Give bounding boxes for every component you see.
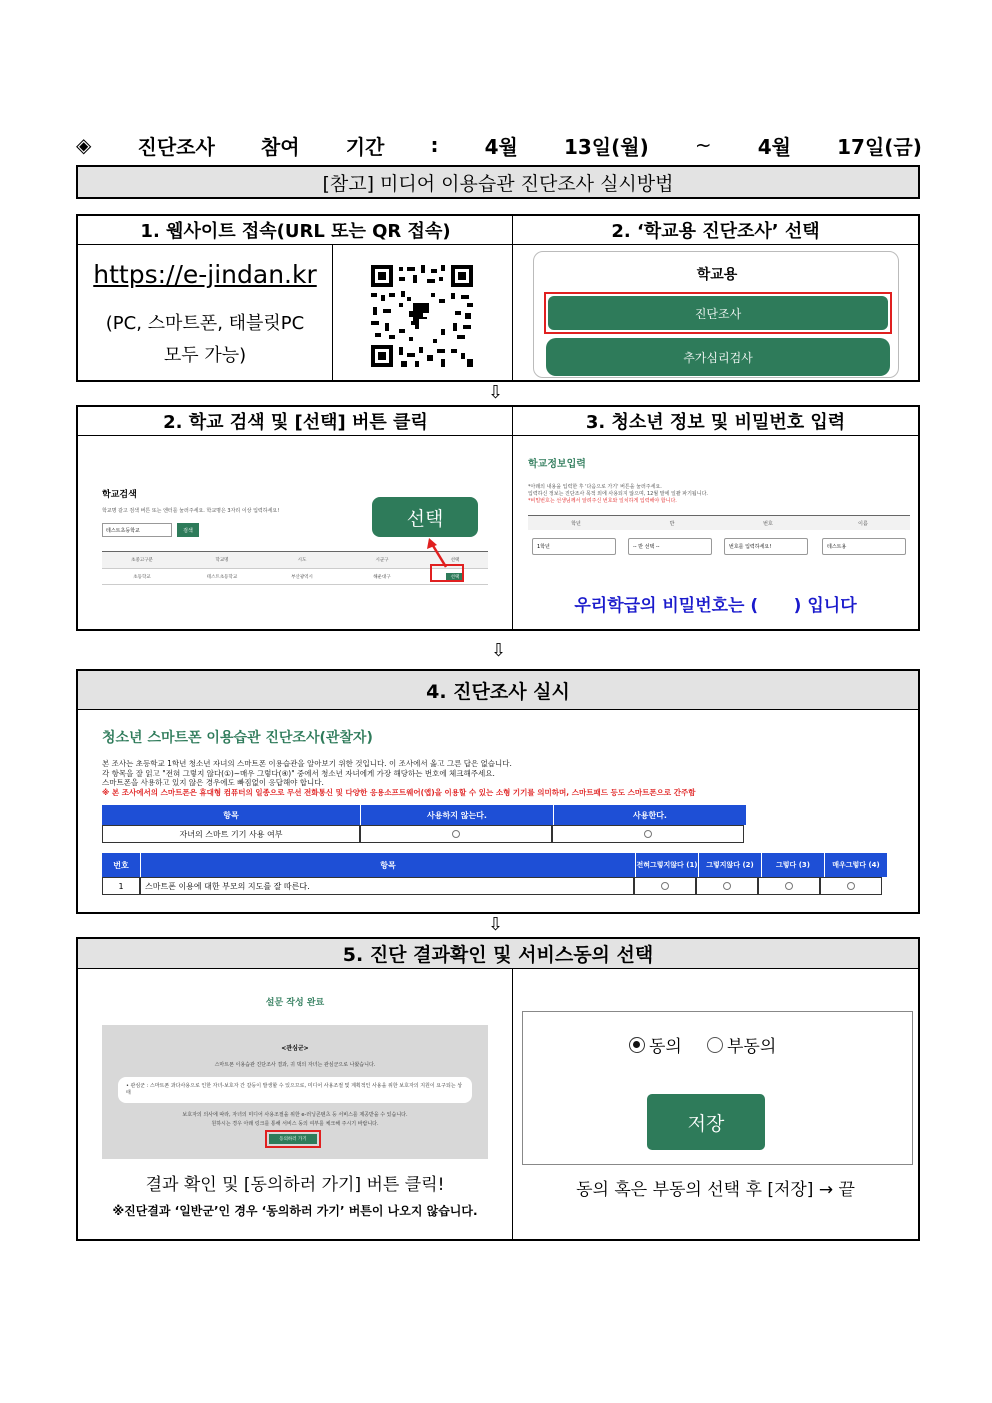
step2a-header: 2. ‘학교용 진단조사’ 선택 <box>513 216 918 245</box>
pointer-arrow-icon <box>422 537 452 569</box>
radio-option-3[interactable] <box>785 882 793 890</box>
section-step5 <box>76 937 920 1241</box>
small-select-button[interactable]: 선택 <box>446 573 465 581</box>
student-info-title: 학교정보입력 <box>528 459 586 470</box>
step4-header: 4. 진단조사 실시 <box>78 671 918 710</box>
table-row: 초등학교 테스트초등학교 부산광역시 해운대구 선택 <box>102 569 488 585</box>
table-row: 자녀의 스마트 기기 사용 여부 <box>102 825 746 843</box>
class-password-note: 우리학급의 비밀번호는 ( ) 입니다 <box>574 596 857 616</box>
period-word: ~ <box>694 133 712 157</box>
student-info-desc: *아래의 내용을 입력한 후 '다음으로 가기' 버튼을 눌러주세요. 입력하신 정보는 진단조사 목적 외에 사용되지 않으며, 12월 말에 일괄 파기됩니다. *비밀번호는 선생님께서 알려주신 번호와 일치하게 입력해야 합니다. <box>528 484 708 504</box>
school-search-desc: 학교명 같고 검색 버튼 또는 엔터를 눌러주세요. 학교명은 3자리 이상 입력하세요! <box>102 508 280 514</box>
period-line <box>76 130 922 160</box>
student-info-table: 학년 반 번호 이름 <box>528 515 910 530</box>
step5-caption-right: 동의 혹은 부동의 선택 후 [저장] → 끝 <box>576 1180 855 1200</box>
diagnosis-survey-button[interactable]: 진단조사 <box>548 296 888 330</box>
survey-title: 청소년 스마트폰 이용습관 진단조사(관찰자) <box>102 730 373 746</box>
table-row: 1 스마트폰 이용에 대한 부모의 지도를 잘 따른다. <box>102 877 888 895</box>
period-word: 기간 <box>345 134 385 159</box>
down-arrow-icon: ⇩ <box>488 382 504 403</box>
step5-caption-left: 결과 확인 및 [동의하러 가기] 버튼 클릭! <box>145 1175 445 1195</box>
radio-not-use[interactable] <box>452 830 460 838</box>
radio-option-1[interactable] <box>661 882 669 890</box>
survey-question-table: 번호 항목 전혀그렇지않다 (1) 그렇지않다 (2) 그렇다 (3) 매우그렇다 (4) 1 스마트폰 이용에 대한 부모의 지도를 잘 따른다. <box>102 853 888 895</box>
survey-description: 본 조사는 초등학교 1학년 청소년 자녀의 스마트폰 이용습관을 알아보기 위한 것입니다. 이 조사에서 옳고 그른 답은 없습니다. 각 항목을 잘 읽고 "전혀 그렇지 않다(①)~매우 그렇다(④)" 중에서 청소년 자녀에게 가장 해당하는 번호에 체크해주세요. 스마트폰을 사용하고 있지 않은 경우에도 빠짐없이 응답해야 합니다. ※ 본 조사에서의 스마트폰은 휴대형 컴퓨터의 일종으로 무선 전화통신 및 다양한 응용소프트웨어(앱)을 이용할 수 있는 소형 기기를 의미하며, 스마트패드 등도 스마트폰으로 간주함 <box>102 759 696 797</box>
step5-header: 5. 진단 결과확인 및 서비스동의 선택 <box>78 939 918 969</box>
radio-selected-icon <box>629 1037 645 1053</box>
select-button-enlarged[interactable]: 선택 <box>372 497 478 537</box>
step1-header: 1. 웹사이트 접속(URL 또는 QR 접속) <box>78 216 513 245</box>
name-input[interactable]: 테스트용 <box>822 538 906 555</box>
url-text[interactable]: https://e-jindan.kr <box>93 260 317 289</box>
school-table: 초중고구분 학교명 시도 시군구 선택 초등학교 테스트초등학교 부산광역시 해운대구 선택 <box>102 551 488 583</box>
period-word: 17일(금) <box>837 134 922 159</box>
school-search-button[interactable]: 검색 <box>177 523 199 537</box>
qr-code-icon[interactable] <box>369 263 475 369</box>
device-use-table: 항목 사용하지 않는다. 사용한다. 자녀의 스마트 기기 사용 여부 <box>102 805 746 843</box>
panel-title: 학교용 <box>696 267 738 283</box>
step3-header: 3. 청소년 정보 및 비밀번호 입력 <box>513 407 918 436</box>
section-step1-2a <box>76 214 920 382</box>
diamond-marker-icon: ◈ <box>76 133 92 157</box>
down-arrow-icon: ⇩ <box>488 914 504 935</box>
section-step4 <box>76 669 920 914</box>
consent-panel <box>522 1011 913 1165</box>
period-word: 4월 <box>484 134 518 159</box>
survey-done-title: 설문 작성 완료 <box>265 998 325 1008</box>
down-arrow-icon: ⇩ <box>491 640 507 661</box>
section-step2b-3 <box>76 405 920 631</box>
school-search-title: 학교검색 <box>102 490 137 500</box>
period-word: 참여 <box>260 134 300 159</box>
result-panel: <관심군> 스마트폰 이용습관 진단조사 결과, 귀 댁의 자녀는 관심군으로 나왔습니다. • 관심군 : 스마트폰 과다사용으로 인한 자녀-보호자 간 갈등이 발생할 수 있으므로, 미디어 사용조절 및 계획적인 사용을 위한 보호자의 지원이 요구되는 상태 보호자의 의사에 따라, 자녀의 미디어 사용조절을 위한 e-러닝콘텐츠 등 서비스를 제공받을 수 있습니다. 원하시는 경우 아래 링크를 통해 서비스 동의 여부를 체크해 주시기 바랍니다. 동의하러 가기 <box>102 1025 488 1159</box>
class-select[interactable]: -- 반 선택 -- <box>628 538 712 555</box>
title-bar: [참고] 미디어 이용습관 진단조사 실시방법 <box>76 165 920 199</box>
grade-select[interactable]: 1학년 <box>532 538 616 555</box>
device-note: (PC, 스마트폰, 태블릿PC 모두 가능) <box>105 313 305 366</box>
go-agree-button[interactable]: 동의하러 가기 <box>269 1134 317 1144</box>
school-search-input[interactable]: 테스트초등학교 <box>102 523 172 537</box>
radio-unselected-icon <box>707 1037 723 1053</box>
extra-psych-test-button[interactable]: 추가심리검사 <box>546 338 890 376</box>
period-word: : <box>430 133 439 157</box>
radio-use[interactable] <box>644 830 652 838</box>
number-input[interactable]: 번호를 입력하세요! <box>724 538 808 555</box>
radio-option-2[interactable] <box>723 882 731 890</box>
school-type-panel <box>533 251 899 378</box>
period-word: 13일(월) <box>563 134 649 159</box>
radio-disagree[interactable]: 부동의 <box>707 1032 776 1057</box>
radio-agree[interactable]: 동의 <box>629 1032 682 1057</box>
period-word: 4월 <box>757 134 791 159</box>
step2b-header: 2. 학교 검색 및 [선택] 버튼 클릭 <box>78 407 513 436</box>
step5-caption-note: ※진단결과 ‘일반군’인 경우 ‘동의하러 가기’ 버튼이 나오지 않습니다. <box>112 1204 478 1218</box>
save-button[interactable]: 저장 <box>647 1094 765 1150</box>
period-word: 진단조사 <box>137 134 215 159</box>
radio-option-4[interactable] <box>847 882 855 890</box>
